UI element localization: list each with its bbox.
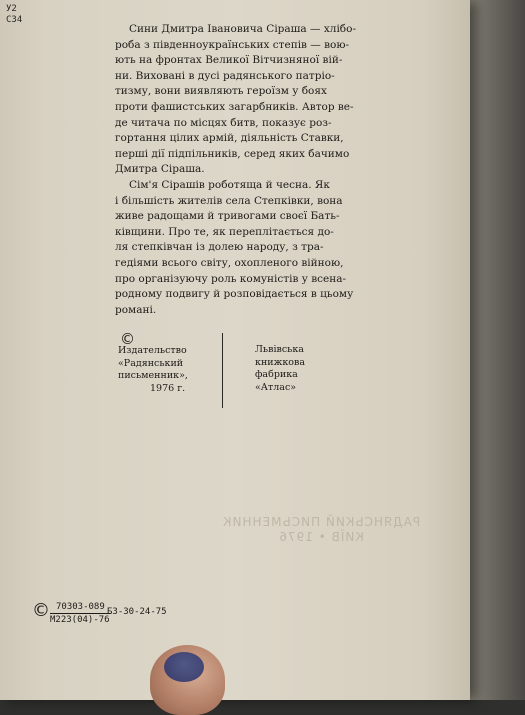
annotation-line: гедіями всього світу, охопленого війною, — [115, 256, 344, 269]
finger-nail — [164, 652, 204, 682]
copyright-icon: © — [120, 330, 135, 348]
annotation-line: гортання цілих армій, діяльність Ставки, — [115, 132, 344, 145]
annotation-line: ють на фронтах Великої Вітчизняної вій- — [115, 54, 343, 67]
printer-line-3: фабрика — [255, 369, 298, 380]
annotation-line: Сім'я Сірашів роботяща й чесна. Як — [129, 178, 330, 191]
printer-line-1: Львівська — [255, 344, 304, 355]
annotation-line: про організуючу роль комуністів у всена- — [115, 272, 347, 285]
annotation-line: романі. — [115, 303, 157, 316]
column-divider — [222, 333, 223, 408]
udk-line-2: С34 — [6, 15, 23, 25]
publisher-line-1: Издательство — [118, 345, 187, 356]
imprint-fraction — [50, 602, 110, 626]
imprint-numerator: 70303-089 — [50, 602, 110, 614]
annotation-line: Сини Дмитра Івановича Сіраша — хлібо- — [129, 23, 356, 35]
imprint-denominator: М223(04)-76 — [50, 615, 110, 625]
printer-line-2: книжкова — [255, 356, 306, 368]
annotation-line: перші дії підпільників, серед яких бачимо — [115, 147, 350, 160]
annotation-line: і більшість жителів села Степківки, вона — [115, 194, 343, 207]
publisher-line-2: «Радянський — [118, 357, 184, 369]
publisher-block — [118, 345, 188, 395]
publication-year: 1976 г. — [150, 382, 186, 394]
under-page-edge — [468, 0, 525, 700]
printer-block — [255, 344, 305, 394]
annotation-line: ля степківчан із долею народу, з тра- — [115, 241, 324, 254]
imprint-copyright-icon: © — [32, 600, 50, 621]
annotation-line: проти фашистських загарбників. Автор ве- — [115, 100, 354, 113]
bleed-through-text — [222, 515, 420, 545]
udk-line-1: У2 — [6, 4, 17, 14]
annotation-line: роба з південноукраїнських степів — вою- — [115, 38, 350, 51]
annotation-line: Дмитра Сіраша. — [115, 163, 205, 176]
annotation-text — [115, 22, 355, 318]
annotation-line: родному подвигу й розповідається в цьому — [115, 288, 354, 301]
bleed-line-1: РАДЯНСЬКИЙ ПИСЬМЕННИК — [222, 515, 421, 529]
annotation-line: живе радощами й тривогами своєї Бать- — [115, 210, 340, 223]
imprint-code: БЗ-30-24-75 — [107, 607, 167, 617]
printer-line-4: «Атлас» — [255, 381, 297, 393]
publisher-line-3: письменник», — [118, 370, 188, 381]
bleed-line-2: КИЇВ • 1976 — [278, 530, 364, 544]
udk-index — [6, 4, 22, 26]
annotation-line: ківщини. Про те, як переплітається до- — [115, 225, 334, 238]
annotation-line: ни. Виховані в дусі радянського патріо- — [115, 69, 335, 82]
annotation-line: де читача по місцях битв, показує роз- — [115, 116, 332, 129]
annotation-line: тизму, вони виявляють героїзм у боях — [115, 85, 327, 98]
